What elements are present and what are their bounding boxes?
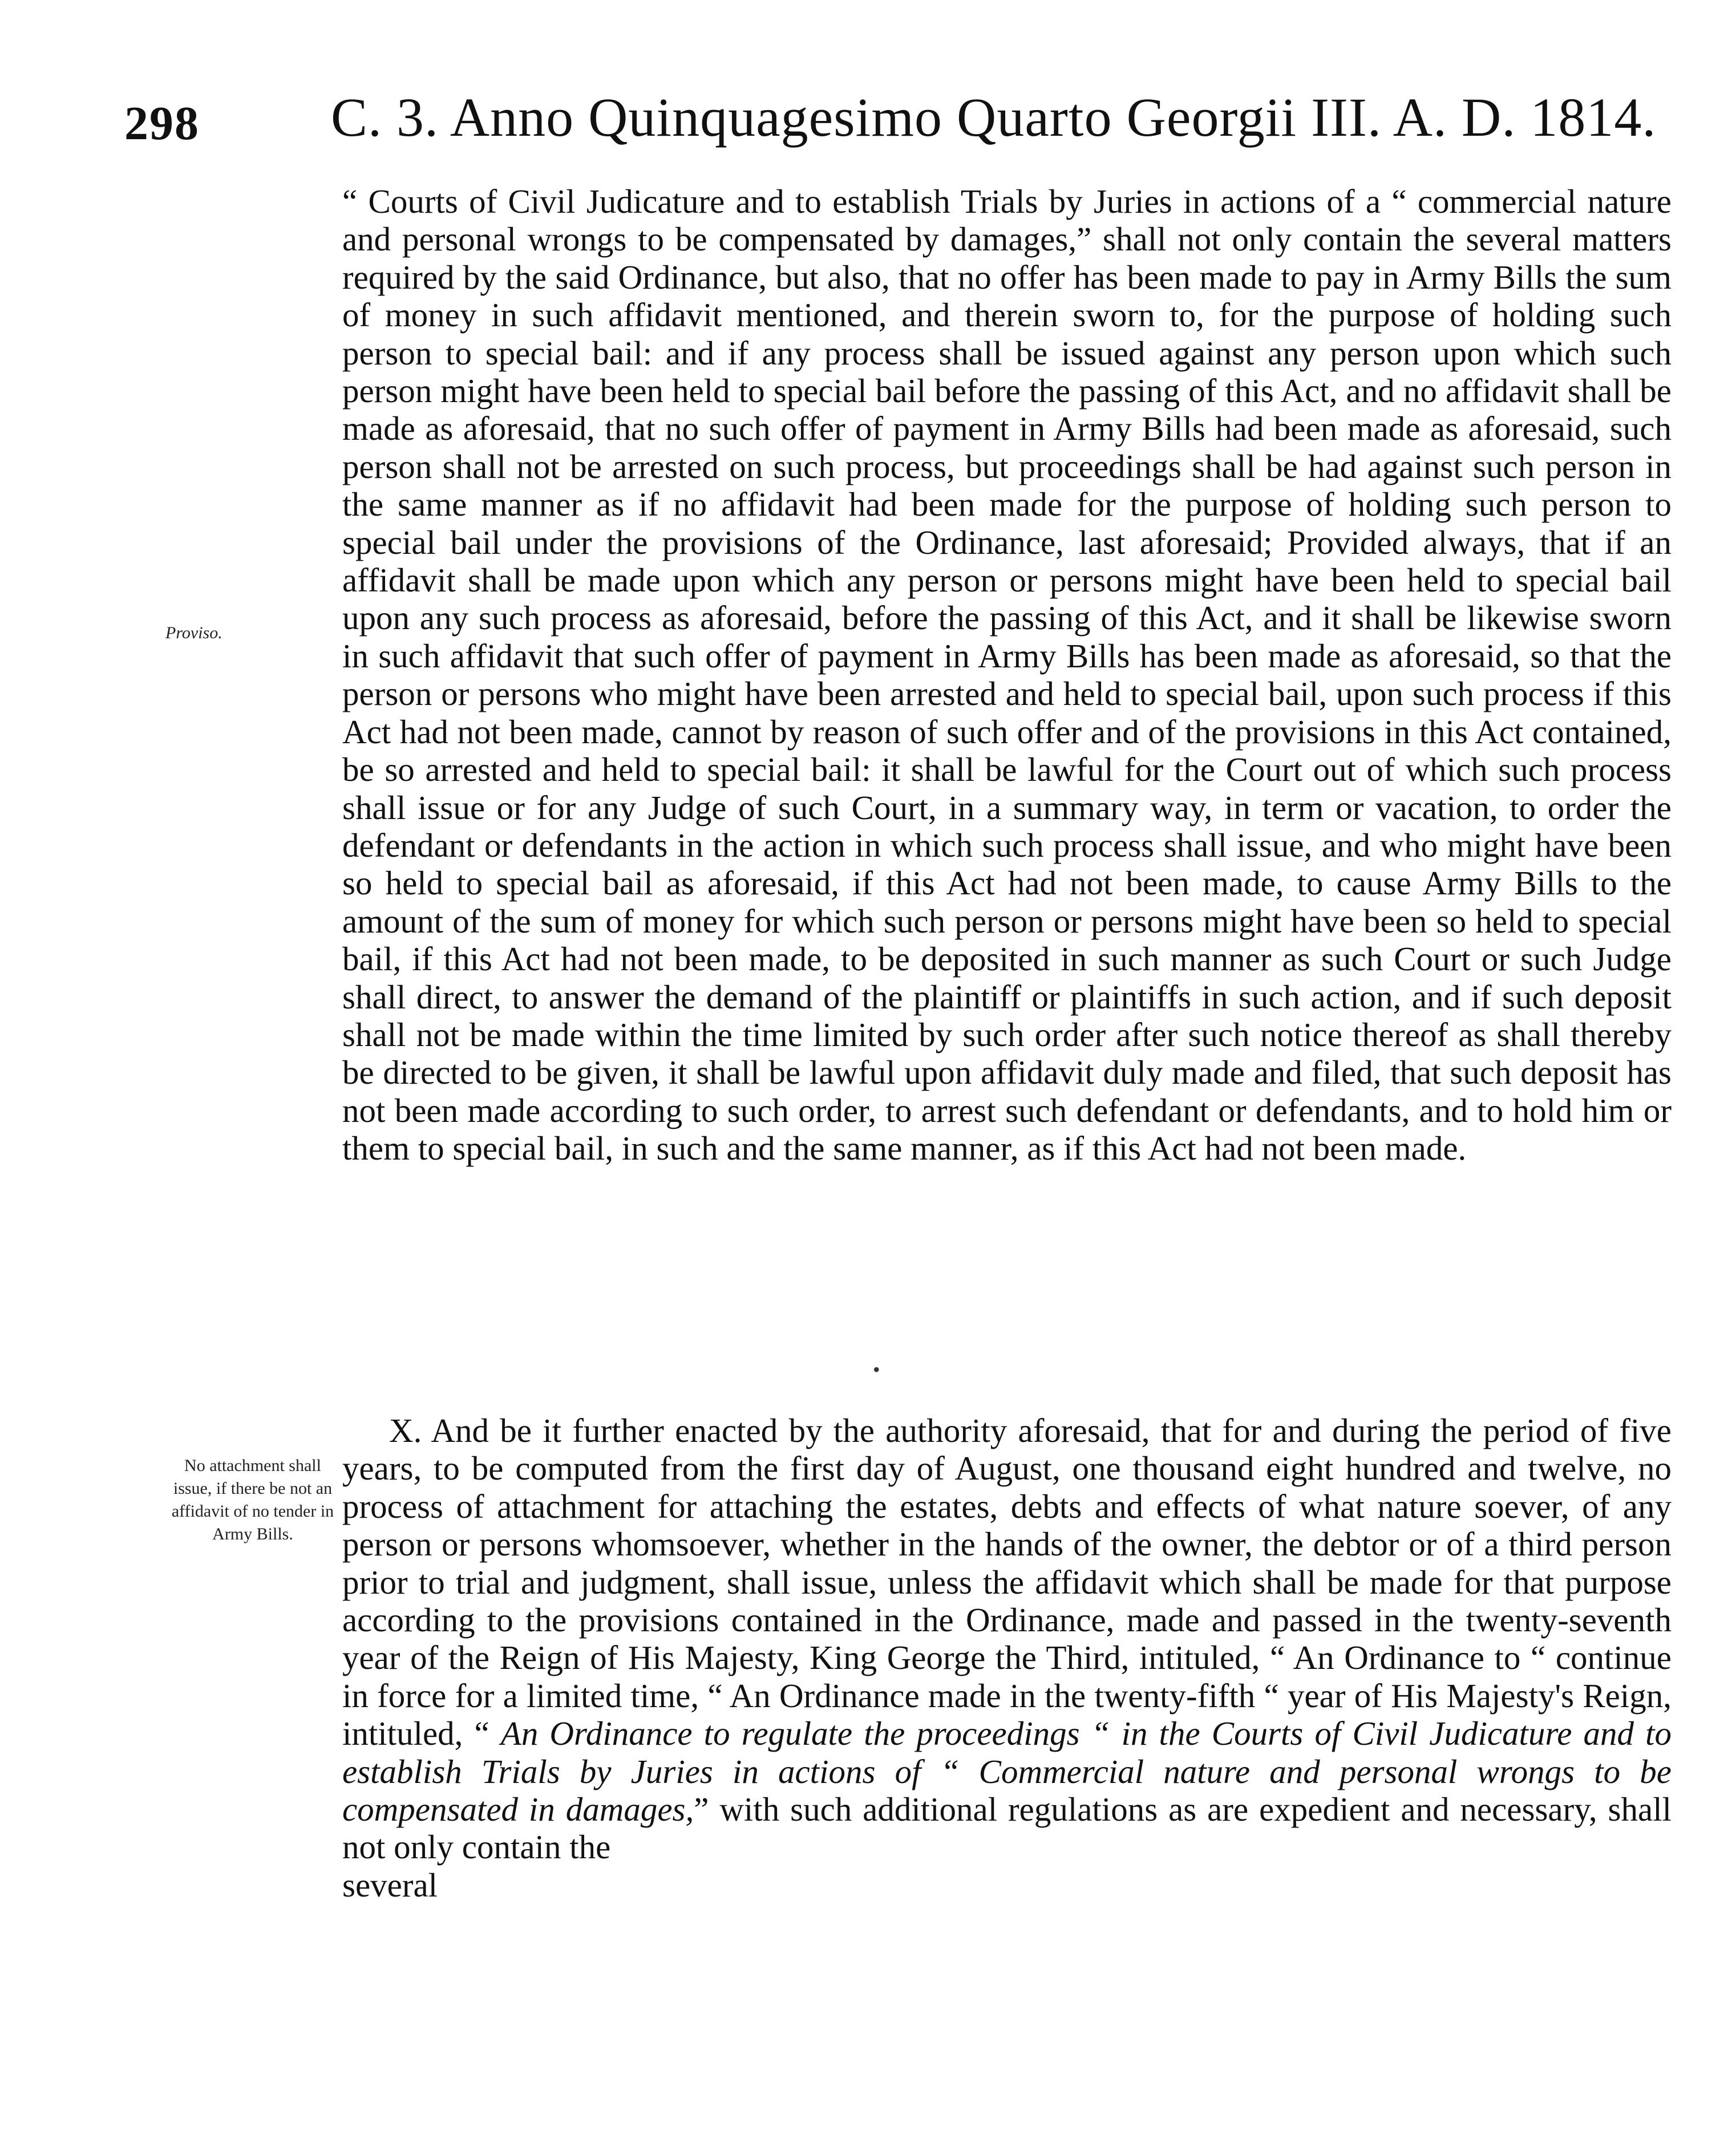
section-x-text-before-title: X. And be it further enacted by the authority aforesaid, that for and during the period of five years, to be computed from the first day of August, one thousand eight hundred and twelve, no process of attachment for attaching the estates, debts and effects of what nature soever, of any person or persons whomsoever, whether in the hands of the owner, the debtor or of a third person prior to trial and judgment, shall issue, unless the affidavit which shall be made for that purpose according to the provisions contained in the Ordinance, made and passed in the twenty-seventh year of the Reign of His Majesty, King George the Third, intituled, “ An Ordinance to “ continue in force for a limited time, “ An Ordinance made in the twenty-fifth “ year of His Majesty's Reign, intituled, “ [342, 1412, 1672, 1753]
section-x-paragraph [342, 1412, 1672, 1904]
margin-note-proviso: Proviso. [165, 623, 222, 642]
running-head: C. 3. Anno Quinquagesimo Quarto Georgii III. A. D. 1814. [331, 87, 1657, 148]
margin-note-no-attachment: No attachment shall issue, if there be not an affidavit of no tender in Army Bills. [171, 1456, 334, 1543]
catchword: several [342, 1866, 438, 1904]
ordinance-title: An Ordinance to regulate the proceedings “ in the Courts of Civil Judicature and to establish Trials by Juries in actions of “ Commercial nature and personal wrongs to be compensated in damages, [342, 1715, 1672, 1829]
page-number: 298 [124, 97, 200, 150]
section-x-text-after-title: ” with such additional regulations as are expedient and necessary, shall not only contain the [342, 1790, 1672, 1866]
separator-mark: • [873, 1358, 880, 1381]
section-continuation-paragraph: “ Courts of Civil Judicature and to establish Trials by Juries in actions of a “ commercial nature and personal wrongs to be compensated by damages,” shall not only contain the several matters required by the said Ordinance, but also, that no offer has been made to pay in Army Bills the sum of money in such affidavit mentioned, and therein sworn to, for the purpose of holding such person to special bail: and if any process shall be issued against any person upon which such person might have been held to special bail before the passing of this Act, and no affidavit shall be made as aforesaid, that no such offer of payment in Army Bills had been made as aforesaid, such person shall not be arrested on such process, but proceedings shall be had against such person in the same manner as if no affidavit had been made for the purpose of holding such person to special bail under the provisions of the Ordinance, last aforesaid; Provided always, that if an affidavit shall be made upon which any person or persons might have been held to special bail upon any such process as aforesaid, before the passing of this Act, and it shall be likewise sworn in such affidavit that such offer of payment in Army Bills has been made as aforesaid, so that the person or persons who might have been arrested and held to special bail, upon such process if this Act had not been made, cannot by reason of such offer and of the provisions in this Act contained, be so arrested and held to special bail: it shall be lawful for the Court out of which such process shall issue or for any Judge of such Court, in a summary way, in term or vacation, to order the defendant or defendants in the action in which such process shall issue, and who might have been so held to special bail as aforesaid, if this Act had not been made, to cause Army Bills to the amount of the sum of money for which such person or persons might have been so held to special bail, if this Act had not been made, to be deposited in such manner as such Court or such Judge shall direct, to answer the demand of the plaintiff or plaintiffs in such action, and if such deposit shall not be made within the time limited by such order after such notice thereof as shall thereby be directed to be given, it shall be lawful upon affidavit duly made and filed, that such deposit has not been made according to such order, to arrest such defendant or defendants, and to hold him or them to special bail, in such and the same manner, as if this Act had not been made. [342, 183, 1672, 1168]
